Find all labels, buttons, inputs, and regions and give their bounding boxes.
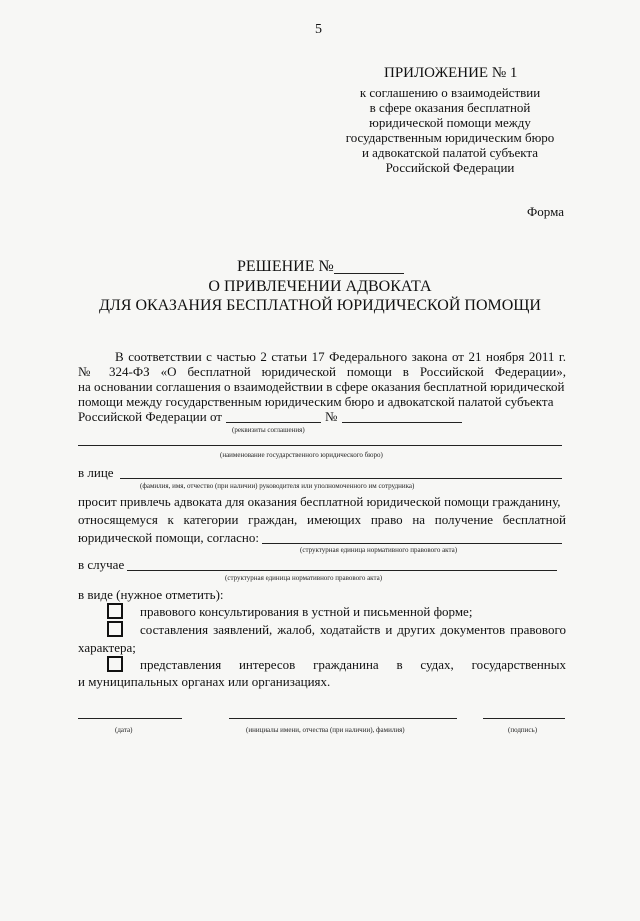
body-line: просит привлечь адвоката для оказания бесплатной юридической помощи гражданину,: [78, 494, 561, 509]
in-person-label: в лице: [78, 465, 114, 480]
page-number: 5: [315, 22, 322, 37]
body-line: юридической помощи, согласно:: [78, 530, 259, 545]
heading-line-2: О ПРИВЛЕЧЕНИИ АДВОКАТА: [208, 278, 432, 295]
caption-agreement: (реквизиты соглашения): [232, 426, 305, 434]
caption-sign: (подпись): [508, 726, 538, 734]
form-label: Форма: [527, 204, 564, 219]
appendix-title: ПРИЛОЖЕНИЕ № 1: [384, 65, 518, 81]
heading-decision-number: РЕШЕНИЕ №: [237, 258, 334, 275]
body-line: помощи между государственным юридическим бюро и адвокатской палатой субъекта: [78, 394, 554, 409]
norm-act-blank-1[interactable]: [262, 543, 562, 544]
in-form-label: в виде (нужное отметить):: [78, 587, 224, 602]
name-blank[interactable]: [229, 718, 457, 719]
appendix-line: к соглашению о взаимодействии: [359, 85, 541, 100]
option-label: составления заявлений, жалоб, ходатайств и других документов правового: [140, 622, 566, 637]
signature-blank[interactable]: [483, 718, 565, 719]
option-label-cont: и муниципальных органах или организациях.: [78, 674, 331, 689]
agreement-date-blank[interactable]: [226, 422, 321, 423]
caption-date: (дата): [115, 726, 133, 734]
heading-line-3: ДЛЯ ОКАЗАНИЯ БЕСПЛАТНОЙ ЮРИДИЧЕСКОЙ ПОМОЩИ: [99, 297, 541, 314]
appendix-line: юридической помощи между: [369, 115, 531, 130]
bureau-name-blank[interactable]: [78, 445, 562, 446]
checkbox-documents[interactable]: [107, 621, 123, 637]
number-sign: №: [325, 409, 338, 424]
body-line: относящемуся к категории граждан, имеющих право на получение бесплатной: [78, 512, 566, 527]
caption-bureau: (наименование государственного юридического бюро): [220, 451, 383, 459]
caption-person: (фамилия, имя, отчество (при наличии) руководителя или уполномоченного им сотрудника): [140, 482, 415, 490]
option-label-cont: характера;: [78, 640, 136, 655]
appendix-line: в сфере оказания бесплатной: [369, 100, 531, 115]
decision-number-blank[interactable]: [334, 273, 404, 274]
norm-act-blank-2[interactable]: [127, 570, 557, 571]
body-line: В соответствии с частью 2 статьи 17 Федерального закона от 21 ноября 2011 г.: [115, 349, 566, 364]
date-blank[interactable]: [78, 718, 182, 719]
body-line: № 324-ФЗ «О бесплатной юридической помощи в Российской Федерации»,: [78, 364, 566, 379]
appendix-line: и адвокатской палатой субъекта: [361, 145, 539, 160]
appendix-line: государственным юридическим бюро: [345, 130, 555, 145]
body-line: на основании соглашения о взаимодействии в сфере оказания бесплатной юридической: [78, 379, 565, 394]
caption-name: (инициалы имени, отчества (при наличии), фамилия): [246, 726, 405, 734]
agreement-number-blank[interactable]: [342, 422, 462, 423]
option-label: правового консультирования в устной и письменной форме;: [140, 604, 473, 619]
body-line: Российской Федерации от: [78, 409, 222, 424]
caption-norm-2: (структурная единица нормативного правового акта): [225, 574, 383, 582]
checkbox-representation[interactable]: [107, 656, 123, 672]
checkbox-consultation[interactable]: [107, 603, 123, 619]
in-case-label: в случае: [78, 557, 125, 572]
caption-norm-1: (структурная единица нормативного правового акта): [300, 546, 458, 554]
option-label: представления интересов гражданина в судах, государственных: [140, 657, 566, 672]
appendix-line: Российской Федерации: [385, 160, 515, 175]
person-name-blank[interactable]: [120, 478, 562, 479]
